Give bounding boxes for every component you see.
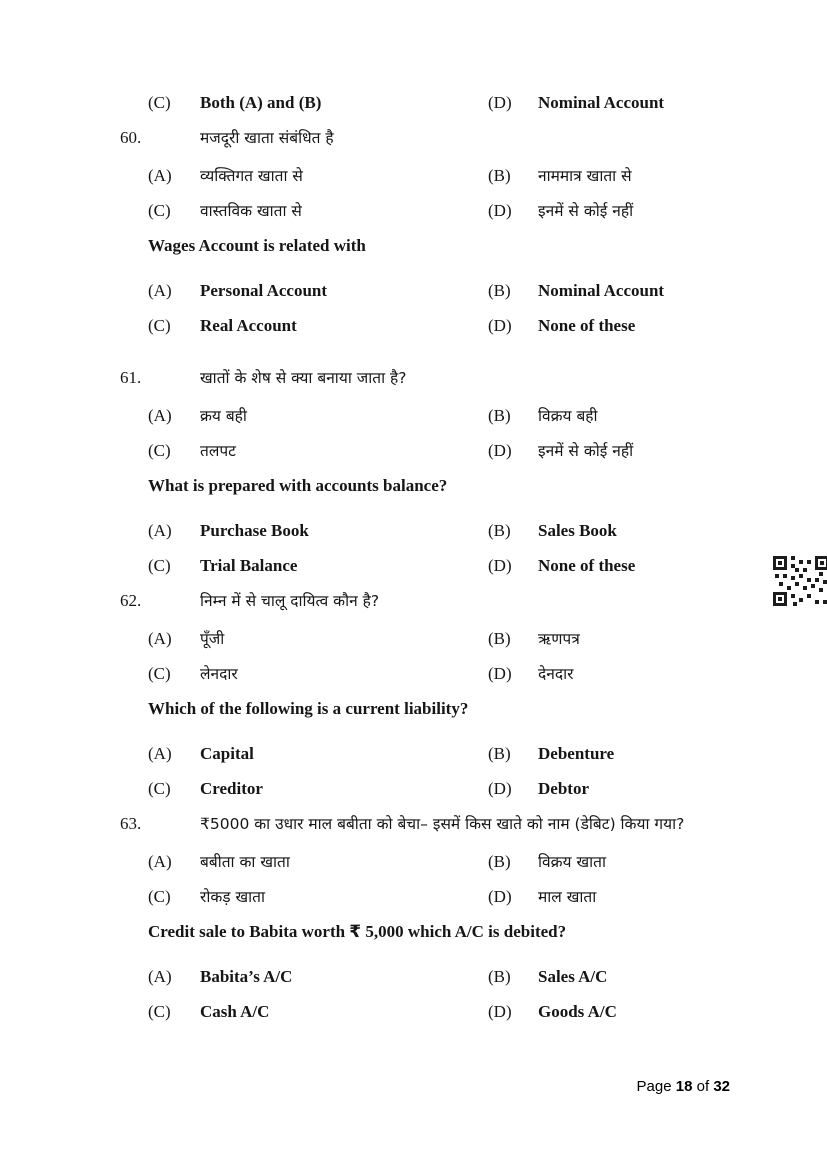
option-label: (C) [148, 316, 171, 335]
option-label: (D) [488, 201, 512, 220]
question-62 [120, 590, 771, 800]
question-text-english: What is prepared with accounts balance? [148, 476, 448, 495]
option-label: (D) [488, 441, 512, 460]
hindi-options-row-1 [148, 165, 771, 187]
option-text: Creditor [200, 779, 263, 798]
option-a [148, 966, 488, 988]
option-label: (C) [148, 93, 171, 112]
option-text: बबीता का खाता [200, 853, 290, 871]
option-c [148, 663, 488, 685]
option-label: (A) [148, 967, 172, 986]
option-text: Sales A/C [538, 967, 608, 986]
carryover-options-row [148, 92, 771, 114]
hindi-options-row-1 [148, 405, 771, 427]
option-text: Purchase Book [200, 521, 309, 540]
option-label: (A) [148, 852, 172, 871]
question-number: 61. [120, 368, 142, 387]
option-text: Trial Balance [200, 556, 298, 575]
option-d [488, 663, 771, 685]
option-text: व्यक्तिगत खाता से [200, 167, 303, 185]
option-label: (B) [488, 629, 511, 648]
question-number: 60. [120, 128, 142, 147]
question-61 [120, 367, 771, 577]
option-text: विक्रय खाता [538, 853, 606, 871]
option-d [488, 440, 771, 462]
option-c [148, 440, 488, 462]
english-options-row-2 [148, 1001, 771, 1023]
option-label: (B) [488, 521, 511, 540]
option-text: वास्तविक खाता से [200, 202, 302, 220]
english-options-row-1 [148, 280, 771, 302]
option-d [488, 555, 771, 577]
english-options-row-2 [148, 315, 771, 337]
hindi-options-row-1 [148, 851, 771, 873]
option-b [488, 851, 771, 873]
option-text: इनमें से कोई नहीं [538, 442, 634, 460]
question-text-english: Credit sale to Babita worth ₹ 5,000 which A/C is debited? [148, 922, 567, 941]
option-text: Capital [200, 744, 254, 763]
option-text: Debenture [538, 744, 615, 763]
option-text: Babita’s A/C [200, 967, 293, 986]
question-text-hindi: ₹5000 का उधार माल बबीता को बेचा– इसमें किस खाते को नाम (डेबिट) किया गया? [200, 815, 685, 833]
option-c [148, 886, 488, 908]
option-label: (C) [148, 441, 171, 460]
hindi-options-row-1 [148, 628, 771, 650]
question-header [120, 813, 771, 835]
page-footer [637, 1076, 730, 1098]
option-text: None of these [538, 556, 636, 575]
question-header [120, 367, 771, 389]
question-header [120, 127, 771, 149]
option-label: (C) [148, 887, 171, 906]
option-a [148, 520, 488, 542]
option-d [488, 886, 771, 908]
option-text: ऋणपत्र [538, 630, 580, 648]
option-d [488, 1001, 771, 1023]
option-label: (B) [488, 744, 511, 763]
option-a [148, 280, 488, 302]
option-text: Real Account [200, 316, 297, 335]
hindi-options-row-2 [148, 886, 771, 908]
option-label: (B) [488, 967, 511, 986]
option-d [488, 200, 771, 222]
question-number: 63. [120, 814, 142, 833]
option-text: रोकड़ खाता [200, 888, 266, 906]
option-a [148, 743, 488, 765]
option-b [488, 628, 771, 650]
option-c [148, 555, 488, 577]
footer-total-pages: 32 [713, 1078, 730, 1095]
option-label: (B) [488, 852, 511, 871]
english-options-row-2 [148, 555, 771, 577]
footer-of: of [696, 1078, 710, 1095]
footer-prefix: Page [636, 1078, 672, 1095]
option-d [488, 778, 771, 800]
question-paper-content [120, 92, 771, 1036]
hindi-options-row-2 [148, 440, 771, 462]
question-text-english: Wages Account is related with [148, 236, 366, 255]
option-text: Both (A) and (B) [200, 93, 322, 112]
hindi-options-row-2 [148, 663, 771, 685]
option-b [488, 165, 771, 187]
option-label: (A) [148, 281, 172, 300]
option-text: तलपट [200, 442, 236, 460]
option-text: क्रय बही [200, 407, 247, 425]
option-b [488, 405, 771, 427]
option-text: Debtor [538, 779, 589, 798]
carryover-option-d [488, 92, 771, 114]
option-c [148, 1001, 488, 1023]
question-63 [120, 813, 771, 1023]
option-text: Cash A/C [200, 1002, 270, 1021]
option-a [148, 405, 488, 427]
option-text: पूँजी [200, 630, 225, 648]
option-label: (A) [148, 166, 172, 185]
english-options-row-1 [148, 743, 771, 765]
option-d [488, 315, 771, 337]
option-label: (C) [148, 779, 171, 798]
option-label: (D) [488, 93, 512, 112]
option-text: None of these [538, 316, 636, 335]
english-options-row-2 [148, 778, 771, 800]
option-label: (A) [148, 629, 172, 648]
english-options-row-1 [148, 966, 771, 988]
option-c [148, 200, 488, 222]
option-text: Nominal Account [538, 281, 665, 300]
question-header [120, 590, 771, 612]
option-label: (A) [148, 521, 172, 540]
option-label: (D) [488, 779, 512, 798]
option-text: माल खाता [538, 888, 597, 906]
option-text: विक्रय बही [538, 407, 598, 425]
option-label: (C) [148, 664, 171, 683]
option-label: (A) [148, 744, 172, 763]
option-label: (C) [148, 556, 171, 575]
option-b [488, 743, 771, 765]
option-c [148, 315, 488, 337]
question-text-english: Which of the following is a current liability? [148, 699, 469, 718]
option-text: लेनदार [200, 665, 238, 683]
option-text: देनदार [538, 665, 574, 683]
carryover-option-c [148, 92, 488, 114]
question-60 [120, 127, 771, 337]
option-label: (D) [488, 316, 512, 335]
option-text: Goods A/C [538, 1002, 617, 1021]
option-b [488, 966, 771, 988]
question-text-hindi: निम्न में से चालू दायित्व कौन है? [200, 592, 380, 610]
option-a [148, 851, 488, 873]
english-options-row-1 [148, 520, 771, 542]
question-number: 62. [120, 591, 142, 610]
option-label: (D) [488, 664, 512, 683]
option-b [488, 280, 771, 302]
option-label: (C) [148, 201, 171, 220]
question-text-hindi: मजदूरी खाता संबंधित है [200, 129, 334, 147]
option-label: (B) [488, 166, 511, 185]
option-text: Nominal Account [538, 93, 665, 112]
option-label: (A) [148, 406, 172, 425]
option-text: नाममात्र खाता से [538, 167, 632, 185]
option-text: Personal Account [200, 281, 328, 300]
option-c [148, 778, 488, 800]
option-a [148, 165, 488, 187]
option-label: (D) [488, 887, 512, 906]
question-text-hindi: खातों के शेष से क्या बनाया जाता है? [200, 369, 407, 387]
option-label: (D) [488, 556, 512, 575]
option-a [148, 628, 488, 650]
footer-page-number: 18 [675, 1078, 693, 1095]
option-label: (C) [148, 1002, 171, 1021]
option-text: इनमें से कोई नहीं [538, 202, 634, 220]
option-text: Sales Book [538, 521, 617, 540]
qr-code [773, 556, 827, 606]
option-label: (B) [488, 281, 511, 300]
option-label: (D) [488, 1002, 512, 1021]
option-label: (B) [488, 406, 511, 425]
hindi-options-row-2 [148, 200, 771, 222]
option-b [488, 520, 771, 542]
